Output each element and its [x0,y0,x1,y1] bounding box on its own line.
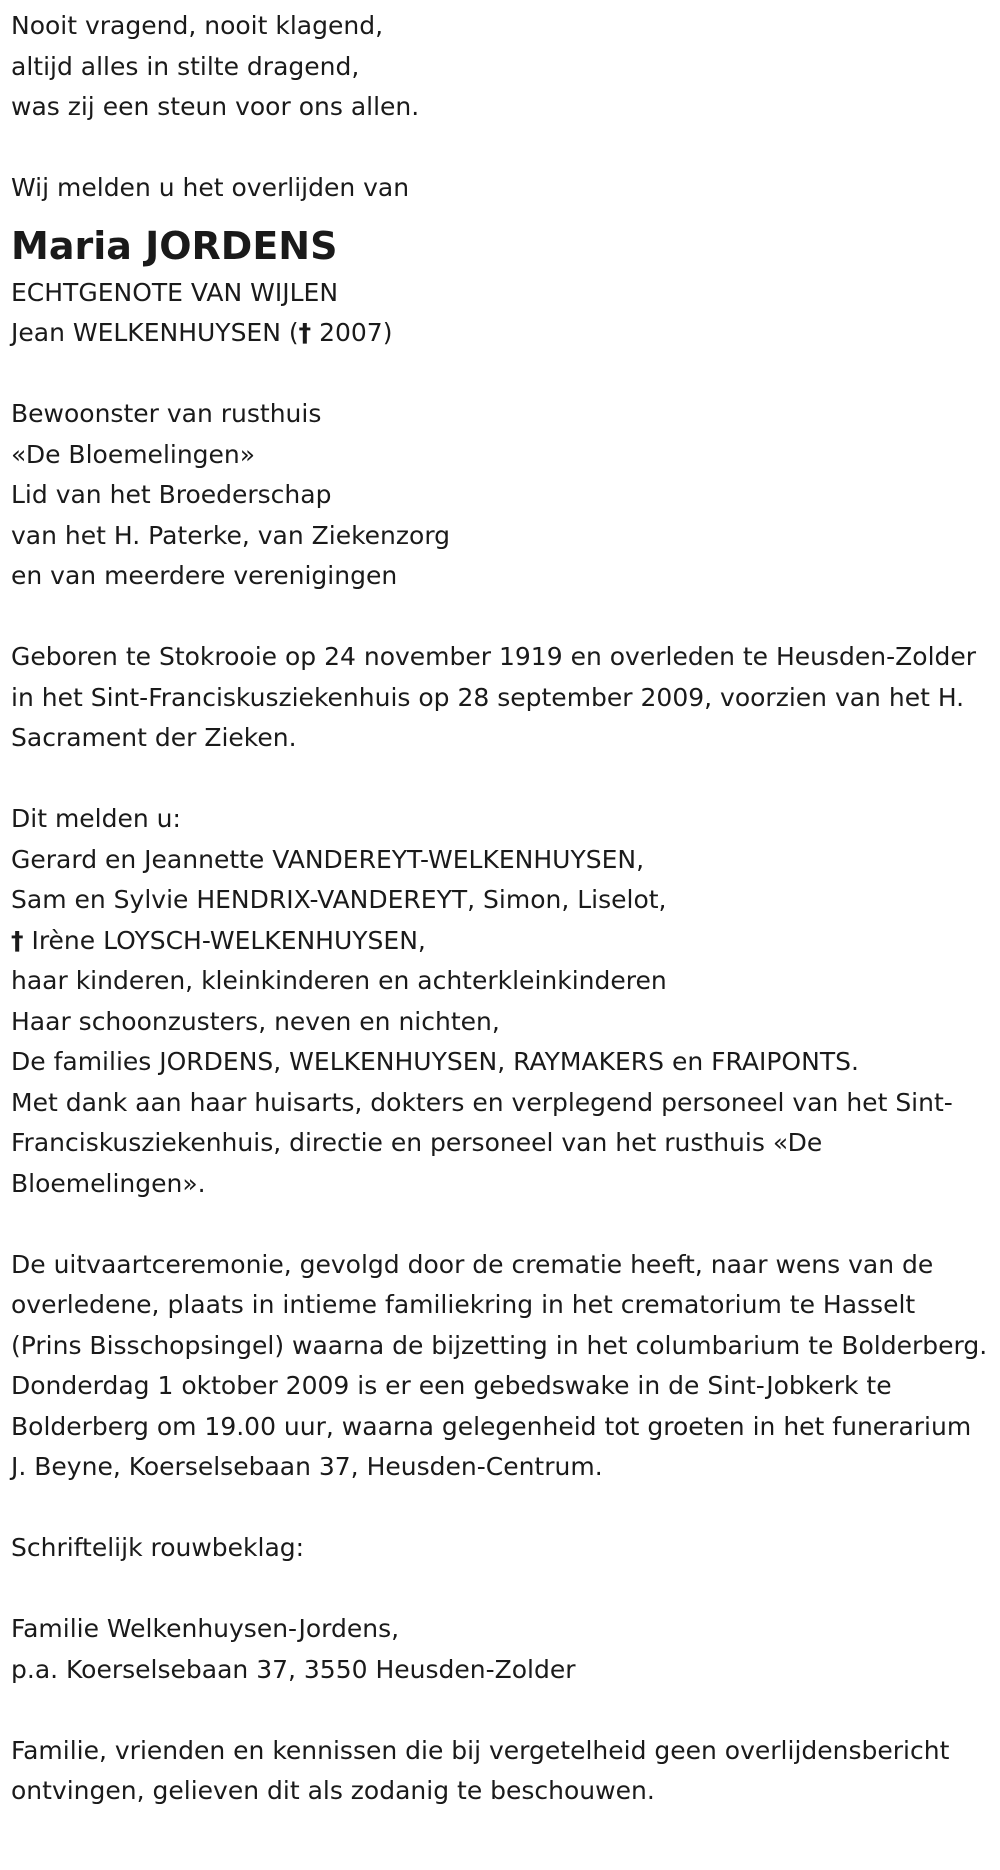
poem [11,6,991,128]
condolences-label: Schriftelijk rouwbeklag: [11,1533,305,1562]
spouse-name: Jean WELKENHUYSEN ( [11,318,299,347]
family-line-text: Irène LOYSCH-WELKENHUYSEN, [23,925,426,955]
family-section [11,799,991,1204]
ceremony-paragraph: De uitvaartceremonie, gevolgd door de crematie heeft, naar wens van de overledene, plaats in intieme familiekring in het crematorium te Hasselt (Prins Bisschopsingel) waarna de bijzetting in het columbarium te Bolderberg. [11,1249,988,1360]
poem-line: was zij een steun voor ons allen. [11,92,420,121]
affiliations [11,394,991,597]
affiliation-line: Lid van het Broederschap [11,480,332,509]
condolences-family: Familie Welkenhuysen-Jordens, [11,1614,400,1643]
spouse-title: ECHTGENOTE VAN WIJLEN [11,277,339,307]
affiliation-line: Bewoonster van rusthuis [11,399,322,428]
poem-line: Nooit vragend, nooit klagend, [11,11,384,40]
family-line: haar kinderen, kleinkinderen en achterkleinkinderen [11,966,667,995]
family-line: Gerard en Jeannette VANDEREYT-WELKENHUYSEN, [11,844,645,874]
obituary-document [11,6,991,1812]
thanks-paragraph: Met dank aan haar huisarts, dokters en verplegend personeel van het Sint-Franciskusziekenhuis, directie en personeel van het rusthuis «De Bloemelingen». [11,1087,953,1198]
vigil-paragraph: Donderdag 1 oktober 2009 is er een gebedswake in de Sint-Jobkerk te Bolderberg om 19.00 uur, waarna gelegenheid tot groeten in het funerarium J. Beyne, Koerselsebaan 37, Heusden-Centrum. [11,1371,972,1481]
family-intro: Dit melden u: [11,804,181,833]
birth-death-paragraph: Geboren te Stokrooie op 24 november 1919 en overleden te Heusden-Zolder in het Sint-Franciskusziekenhuis op 28 september 2009, voorzien van het H. Sacrament der Zieken. [11,642,977,752]
spouse-line [11,313,991,354]
deceased-name: Maria JORDENS [11,223,338,268]
cross-icon: † [11,925,24,955]
announcement: Wij melden u het overlijden van [11,173,410,202]
family-line: Sam en Sylvie HENDRIX-VANDEREYT, Simon, Liselot, [11,885,667,914]
closing-paragraph: Familie, vrienden en kennissen die bij vergetelheid geen overlijdensbericht ontvingen, gelieven dit als zodanig te beschouwen. [11,1735,950,1805]
spouse-year: 2007) [311,318,393,347]
cross-icon: † [298,318,312,347]
affiliation-line: en van meerdere verenigingen [11,561,398,590]
poem-line: altijd alles in stilte dragend, [11,51,360,81]
family-line: Haar schoonzusters, neven en nichten, [11,1006,500,1036]
family-line [11,921,991,962]
affiliation-line: «De Bloemelingen» [11,439,256,469]
condolences-address: p.a. Koerselsebaan 37, 3550 Heusden-Zolder [11,1654,576,1684]
family-line: De families JORDENS, WELKENHUYSEN, RAYMAKERS en FRAIPONTS. [11,1047,859,1076]
affiliation-line: van het H. Paterke, van Ziekenzorg [11,520,451,550]
